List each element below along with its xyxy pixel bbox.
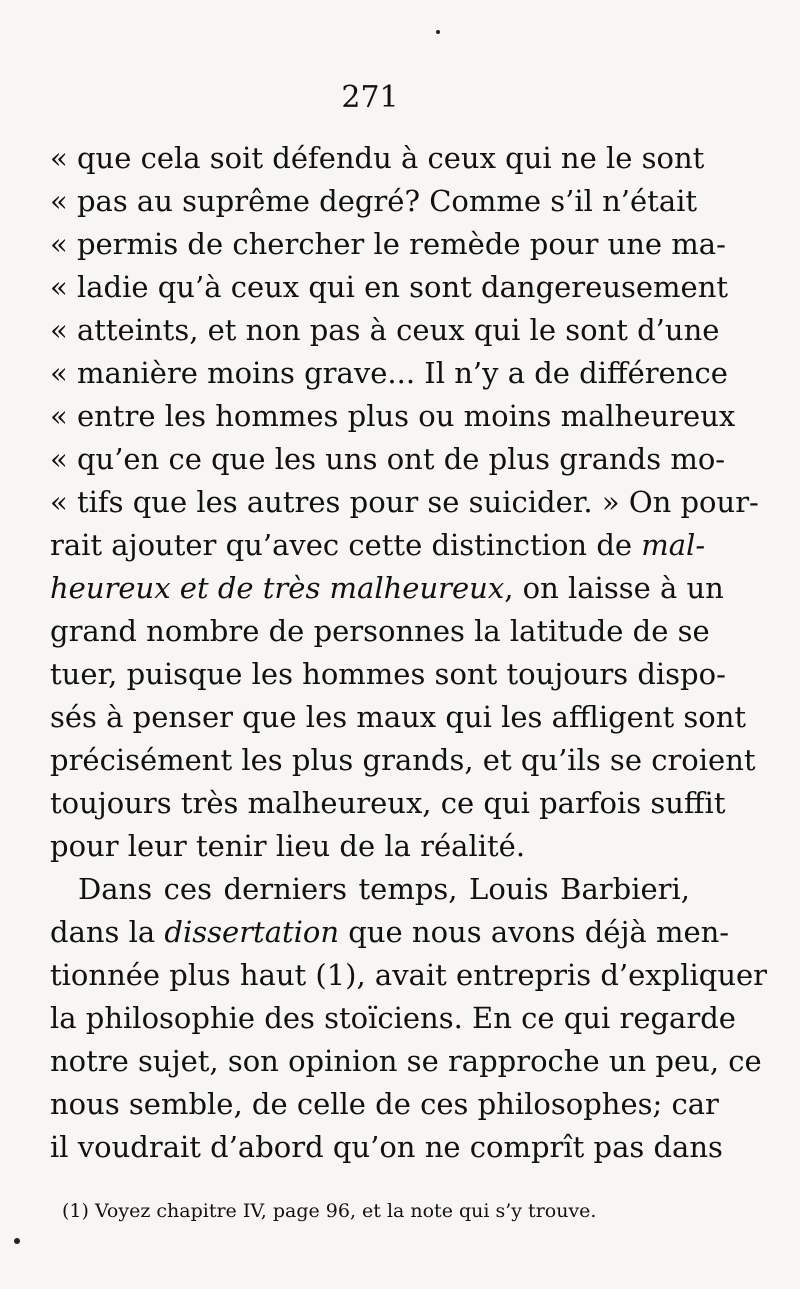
text-line-24: il voudrait d’abord qu’on ne comprît pas dans	[50, 1130, 723, 1164]
footnote: (1) Voyez chapitre IV, page 96, et la note qui s’y trouve.	[62, 1200, 597, 1222]
text-line-19-italic: dissertation	[164, 915, 340, 949]
text-line-5: « atteints, et non pas à ceux qui le sont d’une	[50, 313, 720, 347]
text-line-22: notre sujet, son opinion se rapproche un peu, ce	[50, 1044, 762, 1078]
speck-mark	[436, 30, 440, 34]
text-line-15: précisément les plus grands, et qu’ils se croient	[50, 743, 756, 777]
text-line-17: pour leur tenir lieu de la réalité.	[50, 829, 526, 863]
text-line-11	[50, 568, 724, 608]
text-line-7: « entre les hommes plus ou moins malheureux	[50, 399, 736, 433]
text-line-9: « tifs que les autres pour se suicider. » On pour-	[50, 485, 759, 519]
text-line-13: tuer, puisque les hommes sont toujours dispo-	[50, 657, 726, 691]
text-line-19-suffix: que nous avons déjà men-	[339, 915, 730, 949]
text-line-3: « permis de chercher le remède pour une ma-	[50, 227, 726, 261]
text-line-18: Dans ces derniers temps, Louis Barbieri,	[78, 872, 690, 906]
text-line-14: sés à penser que les maux qui les affligent sont	[50, 700, 747, 734]
text-line-10	[50, 525, 706, 565]
text-line-11-suffix: , on laisse à un	[504, 571, 724, 605]
text-line-1: « que cela soit défendu à ceux qui ne le sont	[50, 141, 705, 175]
text-line-6: « manière moins grave... Il n’y a de différence	[50, 356, 728, 390]
text-line-8: « qu’en ce que les uns ont de plus grands mo-	[50, 442, 726, 476]
text-line-16: toujours très malheureux, ce qui parfois suffit	[50, 786, 726, 820]
text-line-20: tionnée plus haut (1), avait entrepris d’expliquer	[50, 958, 768, 992]
text-line-11-italic: heureux et de très malheureux	[50, 571, 505, 605]
text-line-23: nous semble, de celle de ces philosophes; car	[50, 1087, 719, 1121]
text-line-10-prefix: rait ajouter qu’avec cette distinction de	[50, 528, 642, 562]
text-line-4: « ladie qu’à ceux qui en sont dangereusement	[50, 270, 729, 304]
text-line-2: « pas au suprême degré? Comme s’il n’était	[50, 184, 698, 218]
speck-mark	[14, 1238, 20, 1244]
page-number: 271	[341, 80, 399, 115]
text-line-19-prefix: dans la	[50, 915, 165, 949]
text-line-19	[50, 912, 730, 952]
text-line-12: grand nombre de personnes la latitude de se	[50, 614, 710, 648]
text-line-21: la philosophie des stoïciens. En ce qui regarde	[50, 1001, 736, 1035]
text-line-10-italic: mal-	[641, 528, 706, 562]
